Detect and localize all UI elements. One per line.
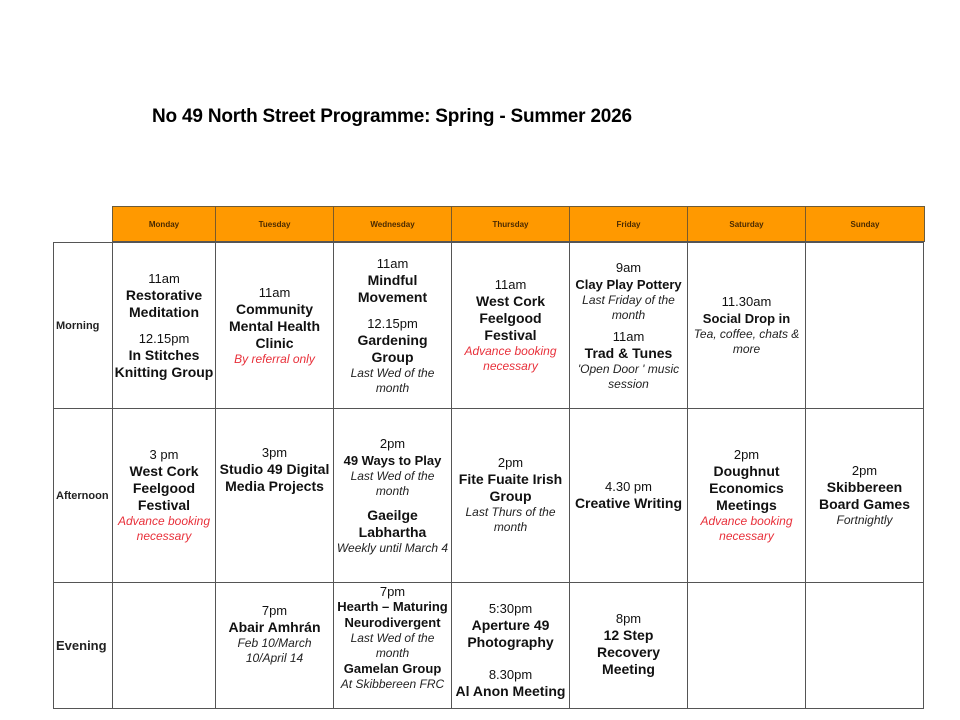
event-time: 3pm [261,445,288,460]
event [335,661,450,692]
event-note: Fortnightly [836,513,893,527]
cell-afternoon-tuesday [216,409,334,583]
cell-morning-tuesday [216,243,334,409]
event-note: Last Friday of the month [582,292,675,322]
row-label-morning: Morning [54,243,113,409]
page-title: No 49 North Street Programme: Spring - Summer 2026 [152,106,632,127]
row-label-afternoon: Afternoon [54,409,113,583]
cell-morning-wednesday [334,243,452,409]
event-note: Advance booking necessary [464,344,557,373]
event-time: 2pm [851,463,878,478]
cell-morning-thursday [452,243,570,409]
event [335,584,450,661]
event-note: At Skibbereen FRC [340,677,445,691]
day-header-row [112,206,925,242]
event-note: Advance booking necessary [700,514,793,543]
event [453,455,568,535]
event-name: In Stitches Knitting Group [114,346,214,380]
cell-evening-friday [570,583,688,709]
event-name: West Cork Feelgood Festival [129,463,199,513]
event-name: Hearth – Maturing Neurodivergent [337,599,448,630]
cell-afternoon-thursday [452,409,570,583]
cell-evening-sunday [806,583,924,709]
event [217,445,332,495]
cell-evening-saturday [688,583,806,709]
event [335,316,450,396]
event-time: 8.30pm [488,667,533,682]
cell-afternoon-monday [113,409,216,583]
event-note: Last Wed of the month [350,365,435,395]
event-time: 11.30am [721,294,772,309]
event-name: Trad & Tunes [584,344,673,361]
event-time: 11am [148,270,180,286]
event [217,603,332,666]
event [571,260,686,323]
event-name: Al Anon Meeting [455,683,566,699]
event-time: 8pm [615,611,642,626]
event [217,285,332,367]
day-header-friday: Friday [570,207,688,241]
event-time: 5:30pm [488,601,533,616]
event-time: 11am [612,328,645,344]
cell-afternoon-friday [570,409,688,583]
event [114,331,214,381]
cell-morning-monday [113,243,216,409]
event [114,271,214,321]
event-name: Restorative Meditation [125,286,203,320]
event-name: Mindful Movement [357,271,428,305]
event [571,329,686,392]
event-time: 2pm [379,435,406,451]
event-time: 11am [376,255,409,271]
event [335,507,450,556]
event [807,463,922,528]
event-time: 9am [615,259,642,275]
event-name: 12 Step Recovery Meeting [596,627,661,677]
event [335,256,450,306]
cell-evening-thursday [452,583,570,709]
event-note: 'Open Door ' music session [577,361,680,391]
event-name: Gaeilge Labhartha [358,506,427,540]
day-header-sunday: Sunday [806,207,924,241]
event-time: 12.15pm [367,315,418,331]
schedule-table [53,242,924,709]
event-name: Doughnut Economics Meetings [709,463,784,513]
event-time: 2pm [733,447,760,462]
event-time: 12.15pm [138,330,190,346]
row-morning [54,243,924,409]
event-name: Clay Play Pottery [575,276,682,292]
day-header-wednesday: Wednesday [334,207,452,241]
event [335,436,450,499]
event-note: Weekly until March 4 [336,540,449,555]
event-name: Skibbereen Board Games [818,479,911,512]
event-note: By referral only [234,351,315,366]
event [453,601,568,651]
cell-evening-wednesday [334,583,452,709]
event-time: 7pm [379,584,406,599]
event-time: 7pm [261,603,288,618]
row-label-evening: Evening [54,583,113,709]
cell-afternoon-saturday [688,409,806,583]
row-evening [54,583,924,709]
event [453,277,568,374]
event-name: Gamelan Group [343,661,442,676]
cell-morning-friday [570,243,688,409]
cell-evening-monday [113,583,216,709]
day-header-saturday: Saturday [688,207,806,241]
cell-evening-tuesday [216,583,334,709]
event-name: Aperture 49 Photography [467,617,554,650]
event-note: Last Thurs of the month [465,505,556,534]
event-time: 4.30 pm [605,479,652,494]
day-header-thursday: Thursday [452,207,570,241]
event-time: 3 pm [149,447,179,462]
event-name: Gardening Group [357,331,428,365]
event-name: Social Drop in [702,311,791,326]
event-note: Last Wed of the month [350,631,435,660]
event-note: Tea, coffee, chats & more [693,327,800,356]
event-time: 11am [494,277,527,292]
event-note: Advance booking necessary [117,514,211,543]
event-time: 2pm [497,455,524,470]
event-name: Creative Writing [574,495,683,511]
event [114,447,214,544]
event [689,447,804,544]
event [689,294,804,357]
cell-morning-saturday [688,243,806,409]
event-name: West Cork Feelgood Festival [476,293,545,343]
cell-morning-sunday [806,243,924,409]
row-afternoon [54,409,924,583]
event-name: Fite Fuaite Irish Group [458,471,563,504]
cell-afternoon-wednesday [334,409,452,583]
event-name: Community Mental Health Clinic [228,300,320,351]
event-name: 49 Ways to Play [343,452,442,468]
event [571,611,686,678]
day-header-tuesday: Tuesday [216,207,334,241]
event-note: Feb 10/March 10/April 14 [237,636,312,665]
event-time: 11am [258,284,291,300]
day-header-monday: Monday [113,207,216,241]
event [453,667,568,700]
event [571,479,686,512]
event-name: Studio 49 Digital Media Projects [219,461,330,494]
cell-afternoon-sunday [806,409,924,583]
event-name: Abair Amhrán [228,619,321,635]
event-note: Last Wed of the month [350,468,435,498]
